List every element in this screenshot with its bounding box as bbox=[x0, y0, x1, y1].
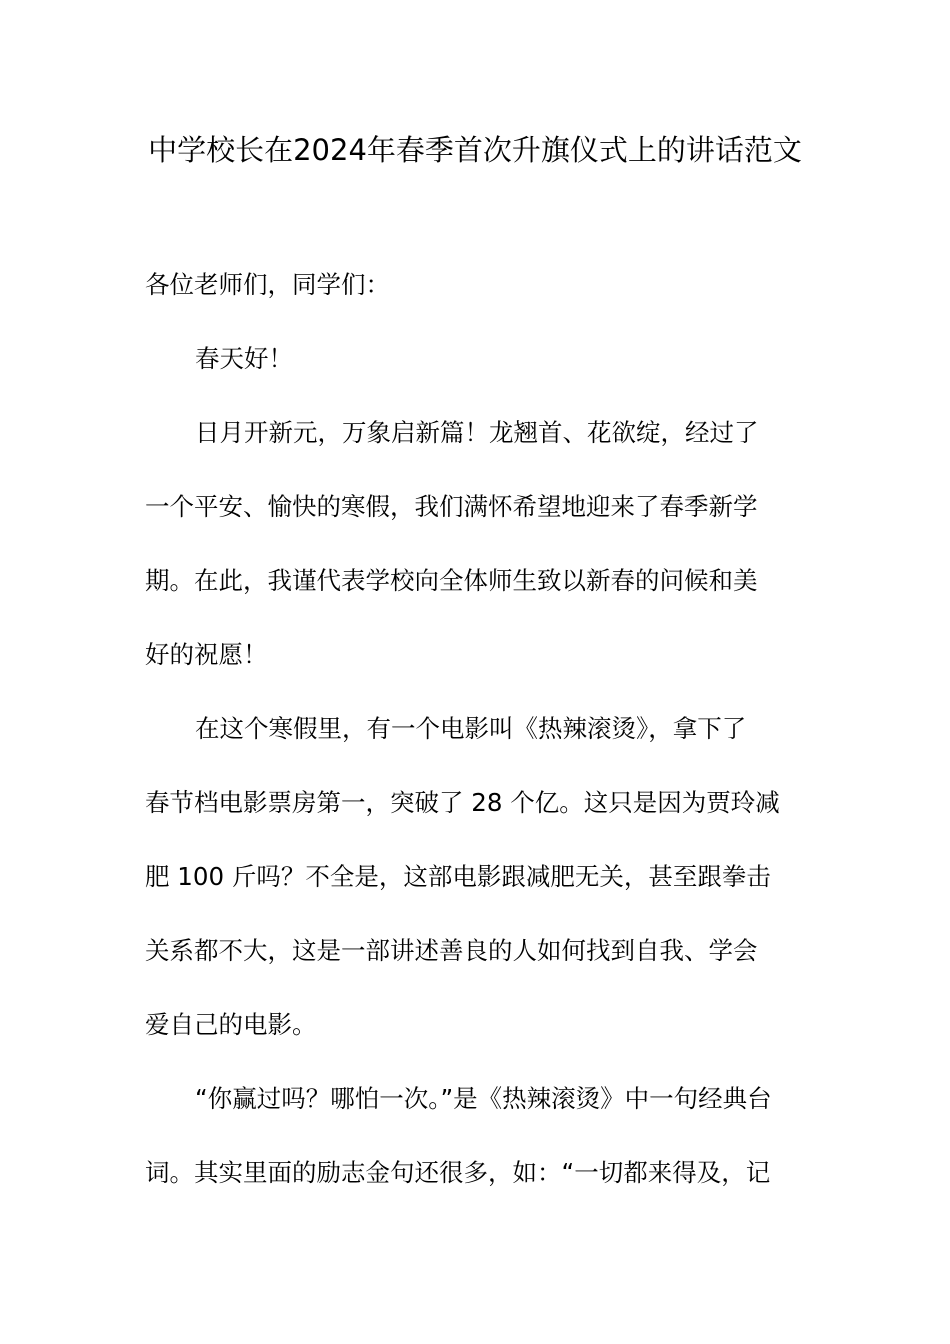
text-line: 日月开新元，万象启新篇！龙翘首、花欲绽，经过了 bbox=[195, 418, 759, 447]
text-line: 春节档电影票房第一，突破了 28 个亿。这只是因为贾玲减 bbox=[145, 788, 780, 817]
text-line: 好的祝愿！ bbox=[145, 640, 268, 669]
text-line: 各位老师们，同学们： bbox=[145, 270, 390, 299]
text-line: 肥 100 斤吗？不全是，这部电影跟减肥无关，甚至跟拳击 bbox=[145, 862, 771, 891]
text-line: 在这个寒假里，有一个电影叫《热辣滚烫》，拿下了 bbox=[195, 714, 747, 743]
paragraph-spring-greeting bbox=[145, 322, 807, 396]
text-line: 春天好！ bbox=[195, 344, 293, 373]
document-body bbox=[145, 248, 807, 1210]
paragraph-new-semester bbox=[145, 396, 807, 692]
text-line: 期。在此，我谨代表学校向全体师生致以新春的问候和美 bbox=[145, 566, 758, 595]
text-line: 词。其实里面的励志金句还很多，如：“一切都来得及，记 bbox=[145, 1158, 771, 1187]
document-title: 中学校长在2024年春季首次升旗仪式上的讲话范文 bbox=[148, 133, 802, 167]
text-line: “你赢过吗？哪怕一次。”是《热辣滚烫》中一句经典台 bbox=[195, 1084, 772, 1113]
paragraph-greeting bbox=[145, 248, 807, 322]
paragraph-quote bbox=[145, 1062, 807, 1210]
text-line: 关系都不大，这是一部讲述善良的人如何找到自我、学会 bbox=[145, 936, 758, 965]
paragraph-movie bbox=[145, 692, 807, 1062]
text-line: 一个平安、愉快的寒假，我们满怀希望地迎来了春季新学 bbox=[145, 492, 758, 521]
text-line: 爱自己的电影。 bbox=[145, 1010, 317, 1039]
